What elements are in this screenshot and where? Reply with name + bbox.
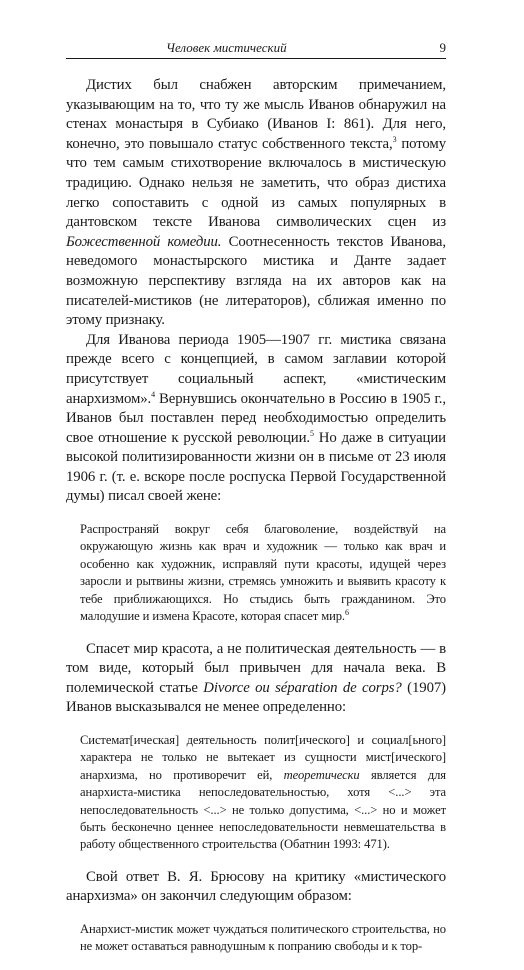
footnote-ref[interactable]: 3 <box>392 134 397 144</box>
text: Дистих был снабжен авторским примечанием, указывающим на то, что ту же мысль Иванов обнаружил на стенах монастыря в Субиако (Иванов I: 861). Для него, конечно, это повышало статус собственного текста, <box>66 77 446 152</box>
text: является для анархиста-мистика непоследовательностью, хотя <...> эта непоследовательность <...> не только допустима, <...> но и может быть бесконечно ценнее непоследовательности невмешательства в работу общественного строительства (Обатнин 1993: 471). <box>80 767 447 852</box>
footnote-ref[interactable]: 6 <box>344 607 349 617</box>
text: Для Иванова периода 1905—1907 гг. мистика связана прежде всего с концепцией, в самом заглавии которой присутствует социальный аспект, «мистическим анархизмом». <box>66 331 446 407</box>
paragraph-2 <box>66 331 446 507</box>
page-number: 9 <box>439 40 446 55</box>
italic-title: Божественной комедии. <box>66 233 222 250</box>
text: (1907) Иванов высказывался не менее определенно: <box>66 679 446 716</box>
text: потому что тем самым стихотворение включалось в мистическую традицию. Однако нельзя не заметить, что образ дистиха легко сопоставить с одной из самых популярных в дантовском тексте Иванова символических сцен из <box>66 135 446 231</box>
text: Распространяй вокруг себя благоволение, воздействуй на окружающую жизнь как врач и художник — только как врач и особенно как художник, исправляй пути красоты, идущей через заросли и рытвины жизни, стремясь умножить и выявить красоту к тебе приближающихся. Но стыдись быть гражданином. Это малодушие и измена Красоте, которая спасет мир. <box>80 522 446 624</box>
italic-word: теоретически <box>283 767 360 782</box>
running-head-title: Человек мистический <box>166 40 287 55</box>
text: Соотнесенность текстов Иванова, неведомого монастырского мистика и Данте задает возможную перспективу взгляда на их авторов как на писателей-мистиков (не литераторов), сближая именно по этому признаку. <box>66 233 446 329</box>
block-quote-1 <box>80 521 446 625</box>
paragraph-4 <box>66 868 446 907</box>
footnote-ref[interactable]: 4 <box>151 389 156 399</box>
paragraph-3 <box>66 640 446 718</box>
text: Вернувшись окончательно в Россию в 1905 г., Иванов был поставлен перед необходимостью определить свое отношение к русской революции. <box>66 390 446 446</box>
paragraph-1 <box>66 76 446 331</box>
header-rule <box>66 58 446 59</box>
text: Спасет мир красота, а не политическая деятельность — в том виде, который был привычен для начала века. В полемической статье <box>66 640 446 696</box>
italic-title: Divorce ou séparation de corps? <box>203 679 402 696</box>
text: Свой ответ В. Я. Брюсову на критику «мистического анархизма» он закончил следующим образом: <box>66 868 446 905</box>
text: Системат[ическая] деятельность полит[ического] и социал[ьного] характера не только не вытекает из сущности мист[ического] анархизма, но противоречит ей, <box>80 732 446 782</box>
block-quote-2 <box>80 732 446 854</box>
block-quote-3 <box>80 921 446 956</box>
page-body <box>66 76 446 970</box>
footnote-ref[interactable]: 5 <box>310 428 314 438</box>
text: Анархист-мистик может чуждаться политического строительства, но не может оставаться равнодушным к попранию свободы и к тор- <box>80 921 446 954</box>
text: Но даже в ситуации высокой политизированности жизни он в письме от 23 июля 1906 г. (т. е. вскоре после роспуска Первой Государственной думы) писал своей жене: <box>66 429 446 505</box>
